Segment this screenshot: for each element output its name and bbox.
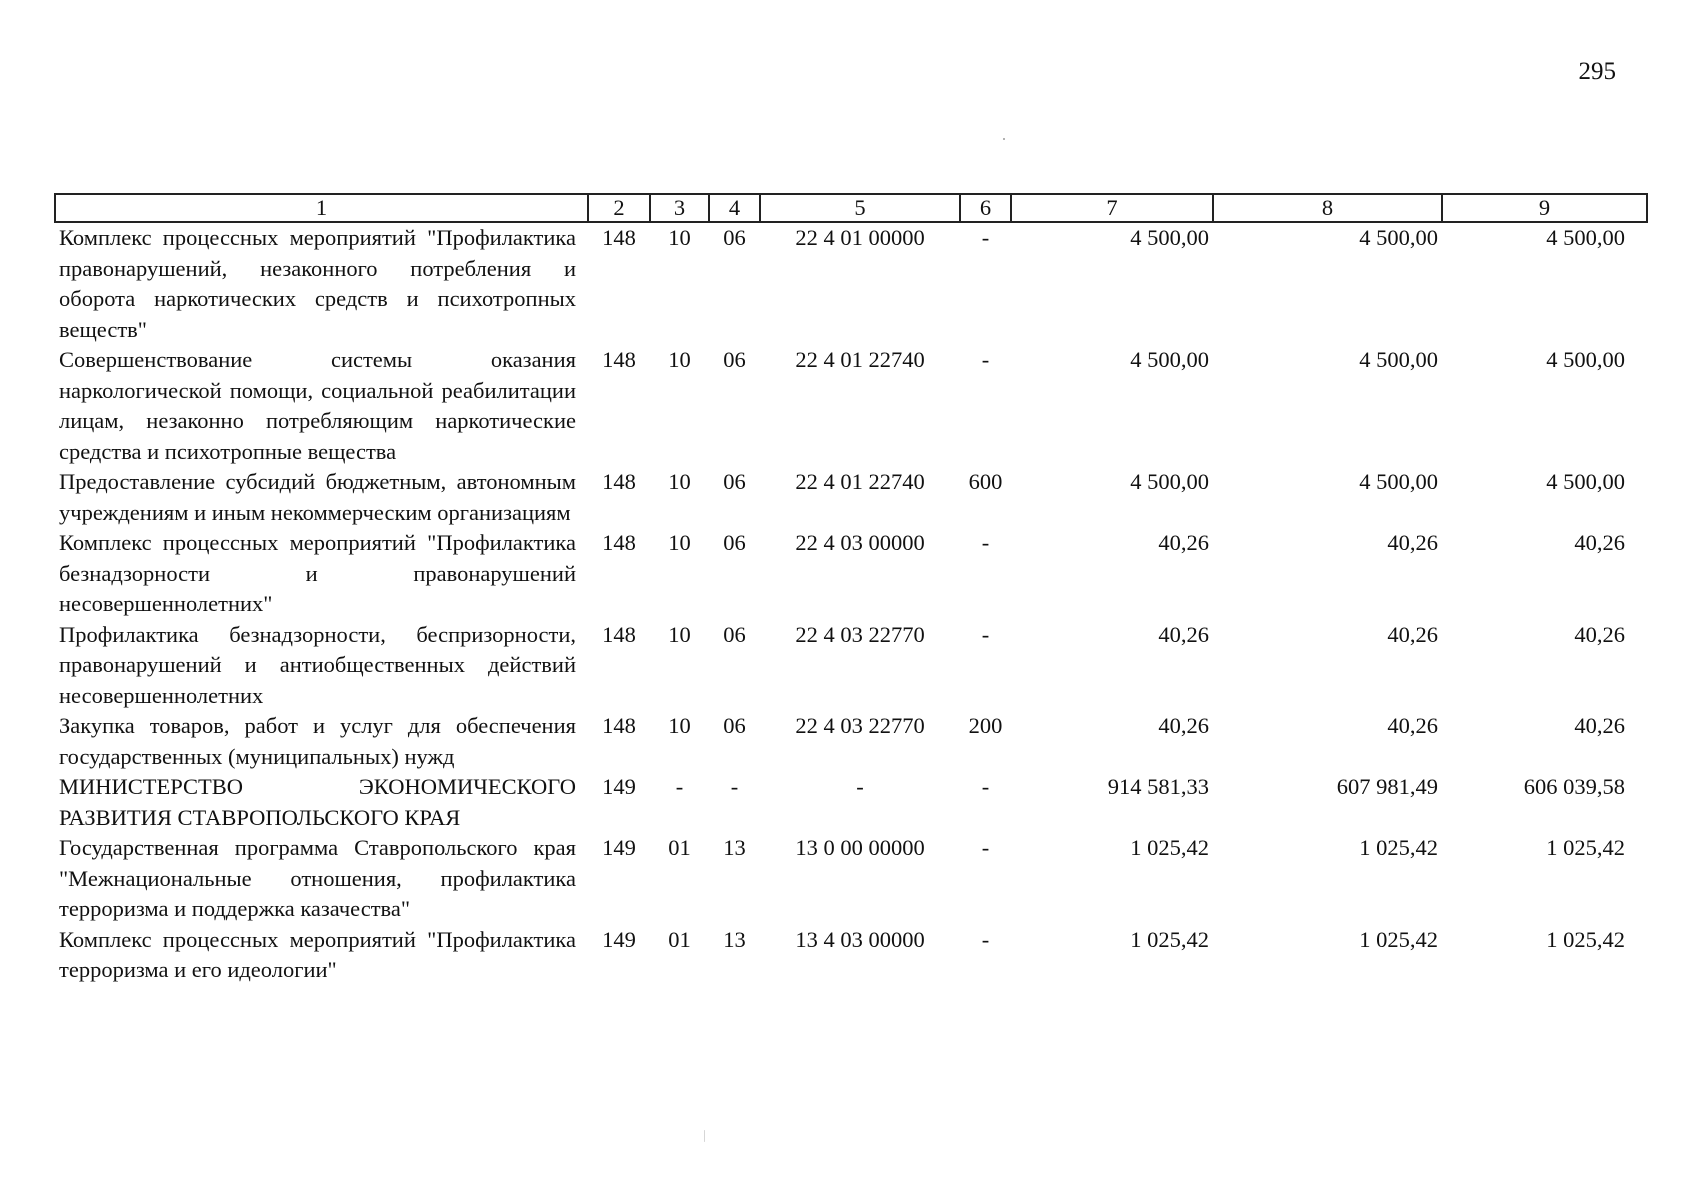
cell-amount-9: 1 025,42 [1546,926,1625,952]
row-name: МИНИСТЕРСТВО ЭКОНОМИЧЕСКОГО РАЗВИТИЯ СТАВРОПОЛЬСКОГО КРАЯ [59,774,576,830]
cell-admin-code: 148 [602,347,636,372]
header-cell: 8 [1213,194,1442,222]
cell-amount-8: 1 025,42 [1359,926,1438,952]
cell-amount-9: 4 500,00 [1546,225,1625,250]
table-row [55,620,1647,712]
cell-amount-9: 4 500,00 [1546,469,1625,494]
cell-amount-7: 40,26 [1158,530,1209,555]
cell-amount-8: 4 500,00 [1359,469,1438,494]
row-name: Предоставление субсидий бюджетным, автономным учреждениям и иным некоммерческим организациям [59,469,576,525]
cell-amount-7: 40,26 [1158,713,1209,738]
cell-amount-8: 40,26 [1387,713,1438,738]
cell-amount-8: 607 981,49 [1336,774,1438,799]
cell-section: 10 [668,225,691,250]
cell-subsection: 13 [723,926,746,952]
cell-subsection: 06 [723,347,746,372]
header-cell: 4 [709,194,760,222]
cell-expense-type: - [981,347,990,372]
cell-target-article: 22 4 01 22740 [795,469,925,494]
cell-section: 10 [668,713,691,738]
header-row [55,194,1647,222]
cell-section: - [675,774,684,799]
cell-subsection: - [730,774,739,799]
cell-target-article: 22 4 01 00000 [795,225,925,250]
cell-amount-8: 4 500,00 [1359,225,1438,250]
cell-subsection: 06 [723,469,746,494]
cell-section: 10 [668,347,691,372]
cell-amount-9: 1 025,42 [1546,835,1625,860]
cell-admin-code: 148 [602,469,636,494]
table-row-ministry [55,772,1647,833]
cell-amount-9: 606 039,58 [1523,774,1625,799]
cell-target-article: 13 4 03 00000 [795,926,925,952]
cell-subsection: 06 [723,530,746,555]
cell-amount-7: 4 500,00 [1130,469,1209,494]
row-name: Закупка товаров, работ и услуг для обеспечения государственных (муниципальных) нужд [59,713,576,769]
cell-expense-type: 200 [968,713,1003,738]
cell-target-article: 22 4 03 00000 [795,530,925,555]
cell-amount-8: 4 500,00 [1359,347,1438,372]
cell-expense-type: - [981,926,990,952]
cell-amount-9: 40,26 [1574,713,1625,738]
cell-amount-8: 40,26 [1387,530,1438,555]
cell-amount-7: 1 025,42 [1130,835,1209,860]
scan-mark [704,1130,705,1142]
table-row [55,711,1647,772]
row-name: Совершенствование системы оказания наркологической помощи, социальной реабилитации лицам, незаконно потребляющим наркотические средства и психотропные вещества [59,347,576,464]
table-row [55,833,1647,925]
row-name: Комплекс процессных мероприятий "Профилактика безнадзорности и правонарушений несовершеннолетних" [59,530,576,616]
cell-amount-8: 40,26 [1387,621,1438,647]
cell-target-article: 22 4 01 22740 [795,347,925,372]
cell-subsection: 06 [723,621,746,647]
table-row [55,467,1647,528]
table-row [55,528,1647,620]
budget-table [54,193,1648,986]
table-row [55,222,1647,345]
cell-section: 10 [668,530,691,555]
row-name: Комплекс процессных мероприятий "Профилактика правонарушений, незаконного потребления и оборота наркотических средств и психотропных веществ" [59,225,576,342]
cell-expense-type: 600 [968,469,1003,494]
cell-expense-type: - [981,774,990,799]
header-cell: 3 [650,194,709,222]
row-name: Комплекс процессных мероприятий "Профилактика терроризма и его идеологии" [59,926,576,982]
cell-subsection: 06 [723,225,746,250]
cell-section: 10 [668,469,691,494]
cell-amount-7: 914 581,33 [1107,774,1209,799]
header-cell: 6 [960,194,1011,222]
cell-admin-code: 149 [602,835,636,860]
row-name: Профилактика безнадзорности, беспризорности, правонарушений и антиобщественных действий несовершеннолетних [59,621,576,708]
cell-amount-9: 40,26 [1574,621,1625,647]
cell-expense-type: - [981,530,990,555]
cell-admin-code: 149 [602,926,636,952]
cell-admin-code: 149 [602,774,636,799]
cell-target-article: 22 4 03 22770 [795,621,925,647]
cell-amount-7: 1 025,42 [1130,926,1209,952]
cell-target-article: 13 0 00 00000 [795,835,925,860]
cell-amount-7: 4 500,00 [1130,347,1209,372]
table-row [55,345,1647,467]
cell-admin-code: 148 [602,530,636,555]
cell-amount-7: 4 500,00 [1130,225,1209,250]
cell-amount-8: 1 025,42 [1359,835,1438,860]
cell-amount-9: 40,26 [1574,530,1625,555]
cell-admin-code: 148 [602,621,636,647]
cell-target-article: 22 4 03 22770 [795,713,925,738]
cell-section: 01 [668,926,691,952]
header-cell: 5 [760,194,960,222]
cell-admin-code: 148 [602,713,636,738]
cell-admin-code: 148 [602,225,636,250]
header-cell: 1 [55,194,588,222]
header-cell: 2 [588,194,650,222]
cell-expense-type: - [981,621,990,647]
row-name: Государственная программа Ставропольского края "Межнациональные отношения, профилактика терроризма и поддержка казачества" [59,835,576,921]
cell-amount-9: 4 500,00 [1546,347,1625,372]
cell-amount-7: 40,26 [1158,621,1209,647]
header-cell: 9 [1442,194,1647,222]
cell-target-article: - [856,774,864,799]
cell-section: 10 [668,621,691,647]
scan-speck [1003,138,1005,140]
page-number: 295 [1578,58,1616,85]
cell-subsection: 06 [723,713,746,738]
cell-expense-type: - [981,835,990,860]
cell-expense-type: - [981,225,990,250]
table-row [55,925,1647,986]
cell-section: 01 [668,835,691,860]
header-cell: 7 [1011,194,1213,222]
cell-subsection: 13 [723,835,746,860]
